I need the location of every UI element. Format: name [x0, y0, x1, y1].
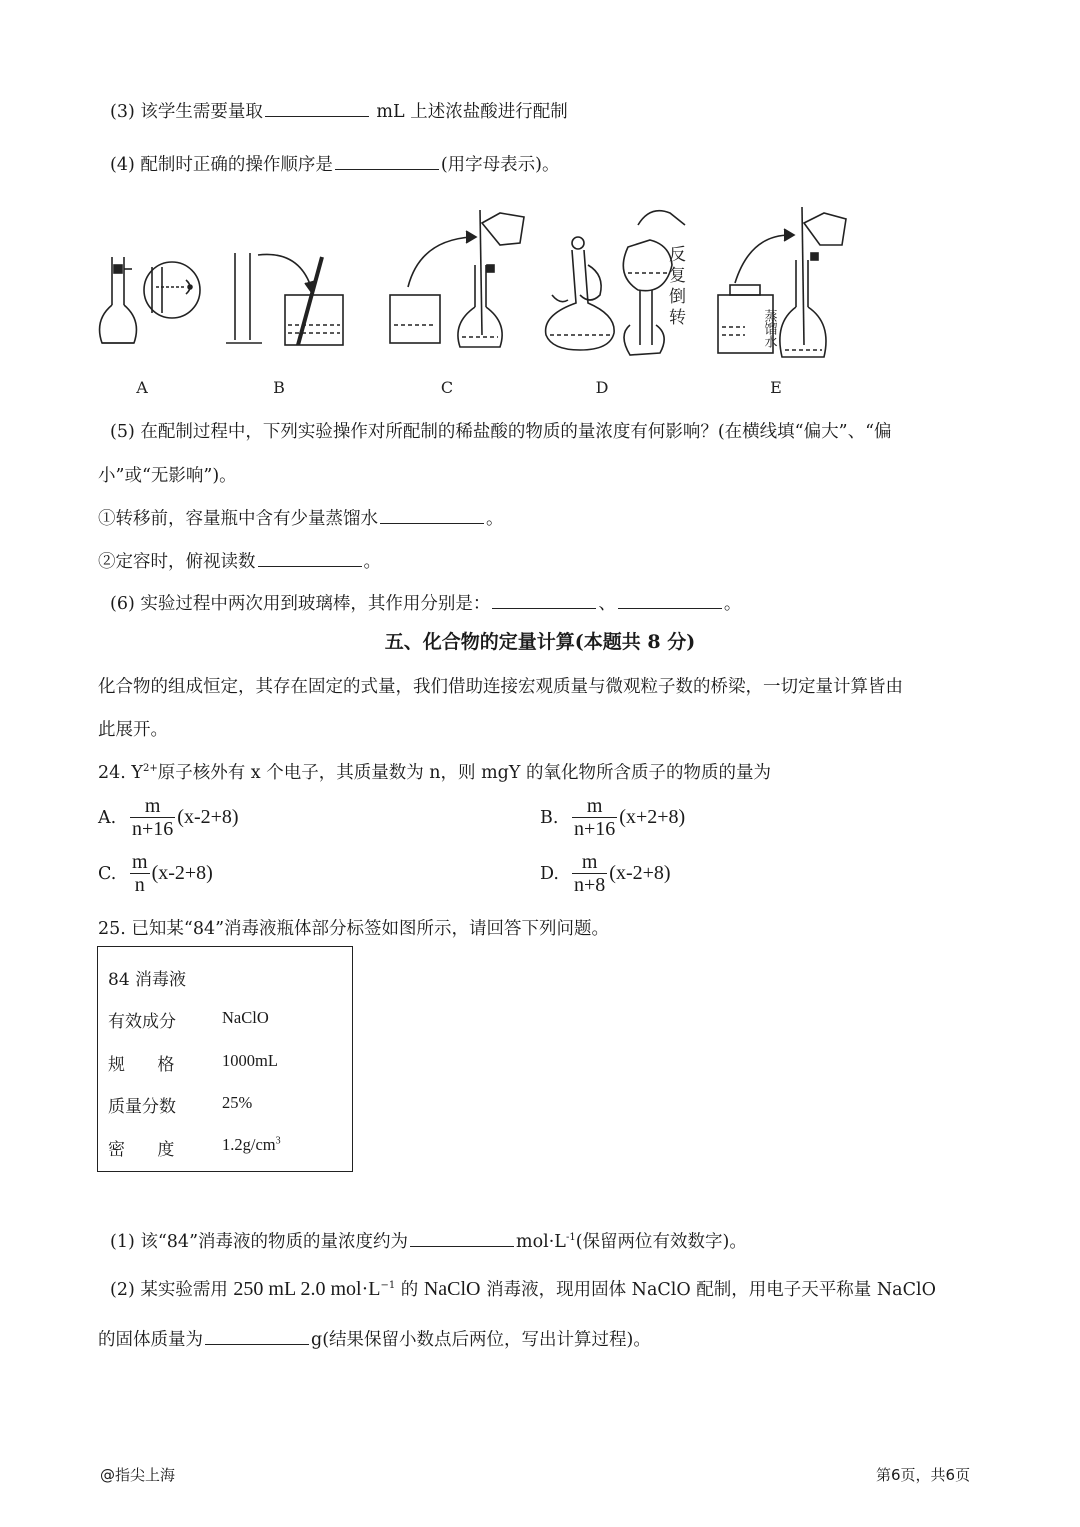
hand-bottom — [624, 325, 664, 355]
option-a[interactable]: A. $\frac{m}{n+16}$ (x-2+8) — [98, 795, 239, 840]
label-key: 规 格 — [108, 1055, 175, 1075]
hand-top — [638, 211, 685, 225]
fraction: $\frac{m}{n+8}$ — [574, 851, 606, 896]
answer-blank[interactable] — [410, 1245, 514, 1247]
question-25-sub2: (2) 某实验需用 250 mL 2.0 $mol\cdot L^{-1}$ 的 NaClO 消毒液，现用固体 NaClO 配制，用电子天平称量 NaClO — [110, 1278, 936, 1300]
meniscus-magnifier — [144, 262, 200, 318]
apparatus-figure — [90, 195, 870, 400]
section-intro-1: 化合物的组成恒定，其存在固定的式量，我们借助连接宏观质量与微观粒子数的桥梁，一切定量计算皆由 — [98, 677, 903, 697]
answer-blank[interactable] — [258, 565, 362, 567]
question-25-stem: 25. 已知某“84”消毒液瓶体部分标签如图所示，请回答下列问题。 — [98, 919, 610, 939]
question-6: (6) 实验过程中两次用到玻璃棒，其作用分别是： 、 。 — [110, 594, 742, 614]
label-title: 84 消毒液 — [108, 970, 187, 990]
label-value: 25% — [222, 1093, 253, 1112]
answer-blank[interactable] — [335, 168, 439, 170]
label-value: 1000mL — [222, 1051, 278, 1070]
pouring-beaker — [482, 213, 524, 245]
footer-source: @指尖上海 — [100, 1466, 176, 1484]
label-value: $1.2g/cm^3$ — [222, 1135, 281, 1154]
question-5-line2: 小”或“无影响”)。 — [98, 466, 237, 486]
answer-blank[interactable] — [205, 1343, 309, 1345]
answer-blank[interactable] — [618, 607, 722, 609]
figure-label-a: A — [136, 378, 148, 397]
graduated-cylinder — [226, 253, 262, 343]
question-24-stem: 24. $Y^{2+}$原子核外有 x 个电子，其质量数为 n，则 mgY 的氧化物所含质子的物质的量为 — [98, 763, 772, 783]
volumetric-flask-c — [458, 307, 502, 347]
fraction: $\frac{m}{n+16}$ — [132, 795, 174, 840]
pour-arrow — [258, 254, 312, 290]
label-key: 密 度 — [108, 1140, 175, 1160]
option-c[interactable]: C. $\frac{m}{n}$ (x-2+8) — [98, 851, 213, 896]
question-5-item1: ①转移前，容量瓶中含有少量蒸馏水 。 — [98, 509, 504, 529]
beaker-c — [390, 295, 440, 343]
footer-page-number: 第6页，共6页 — [876, 1466, 971, 1484]
question-25-sub2-line2: 的固体质量为 g(结果保留小数点后两位，写出计算过程)。 — [98, 1330, 651, 1350]
invert-label: 反复倒转 — [665, 245, 685, 329]
option-b[interactable]: B. $\frac{m}{n+16}$ (x+2+8) — [540, 795, 686, 840]
beaker-b — [285, 295, 343, 345]
section-intro-2: 此展开。 — [98, 720, 168, 740]
answer-blank[interactable] — [380, 522, 484, 524]
figure-label-e: E — [770, 378, 782, 397]
figure-label-c: C — [440, 378, 454, 397]
label-key: 有效成分 — [108, 1012, 176, 1032]
question-5-item2: ②定容时，俯视读数 。 — [98, 552, 381, 572]
question-3: (3) 该学生需要量取 mL 上述浓盐酸进行配制 — [110, 102, 568, 122]
figure-label-b: B — [273, 378, 285, 397]
answer-blank[interactable] — [492, 607, 596, 609]
answer-blank[interactable] — [265, 115, 369, 117]
section-title: 五、化合物的定量计算(本题共 8 分) — [384, 631, 696, 653]
fraction: $\frac{m}{n}$ — [132, 851, 148, 896]
figure-label-d: D — [595, 378, 609, 397]
fraction: $\frac{m}{n+16}$ — [574, 795, 616, 840]
option-d[interactable]: D. $\frac{m}{n+8}$ (x-2+8) — [540, 851, 671, 896]
question-5-line1: (5) 在配制过程中，下列实验操作对所配制的稀盐酸的物质的量浓度有何影响？(在横线填“偏大”、“偏 — [110, 422, 892, 442]
label-value: NaClO — [222, 1008, 269, 1027]
hand-d — [580, 265, 601, 300]
volumetric-flask-a — [100, 257, 137, 343]
label-key: 质量分数 — [108, 1097, 176, 1117]
distilled-water-label: 蒸馏水 — [761, 309, 777, 348]
question-25-sub1: (1) 该“84”消毒液的物质的量浓度约为 $mol\cdot L^{-1}$(保留两位有效数字)。 — [110, 1232, 747, 1252]
question-4: (4) 配制时正确的操作顺序是 (用字母表示)。 — [110, 155, 560, 175]
disinfectant-label-box — [97, 946, 353, 1172]
